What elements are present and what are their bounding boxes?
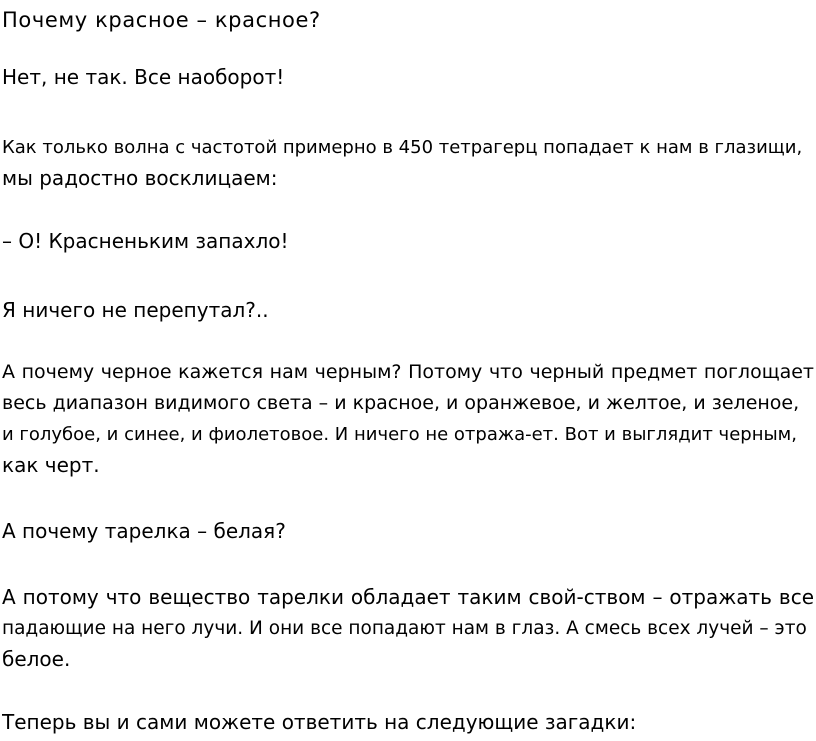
document-title: Почему красное – красное? bbox=[2, 8, 321, 32]
text-line: Нет, не так. Все наоборот! bbox=[2, 65, 285, 89]
text-line: падающие на него лучи. И они все попадают нам в глаз. А смесь всех лучей – это bbox=[2, 618, 807, 639]
text-line: Как только волна с частотой примерно в 450 тетрагерц попадает к нам в глазищи, bbox=[2, 137, 803, 158]
text-line: как черт. bbox=[2, 453, 100, 477]
text-line: весь диапазон видимого света – и красное, и оранжевое, и желтое, и зеленое, bbox=[2, 392, 800, 414]
paragraph bbox=[2, 62, 814, 93]
paragraph bbox=[2, 582, 814, 675]
paragraph bbox=[2, 707, 814, 738]
text-line: мы радостно восклицаем: bbox=[2, 166, 278, 190]
paragraph bbox=[2, 132, 814, 194]
text-line: Теперь вы и сами можете ответить на следующие загадки: bbox=[2, 710, 637, 734]
text-line: и голубое, и синее, и фиолетовое. И ничего не отража-ет. Вот и выглядит черным, bbox=[2, 424, 797, 445]
paragraph bbox=[2, 516, 814, 547]
paragraph bbox=[2, 357, 814, 481]
text-line: белое. bbox=[2, 647, 71, 671]
text-line: А потому что вещество тарелки обладает таким свой-ством – отражать все bbox=[2, 585, 814, 609]
text-line: А почему тарелка – белая? bbox=[2, 519, 286, 543]
text-line: А почему черное кажется нам черным? Потому что черный предмет поглощает bbox=[2, 361, 814, 383]
paragraph bbox=[2, 226, 814, 257]
text-line: Я ничего не перепутал?.. bbox=[2, 298, 269, 322]
paragraph bbox=[2, 295, 814, 326]
text-line: – О! Красненьким запахло! bbox=[2, 229, 289, 253]
